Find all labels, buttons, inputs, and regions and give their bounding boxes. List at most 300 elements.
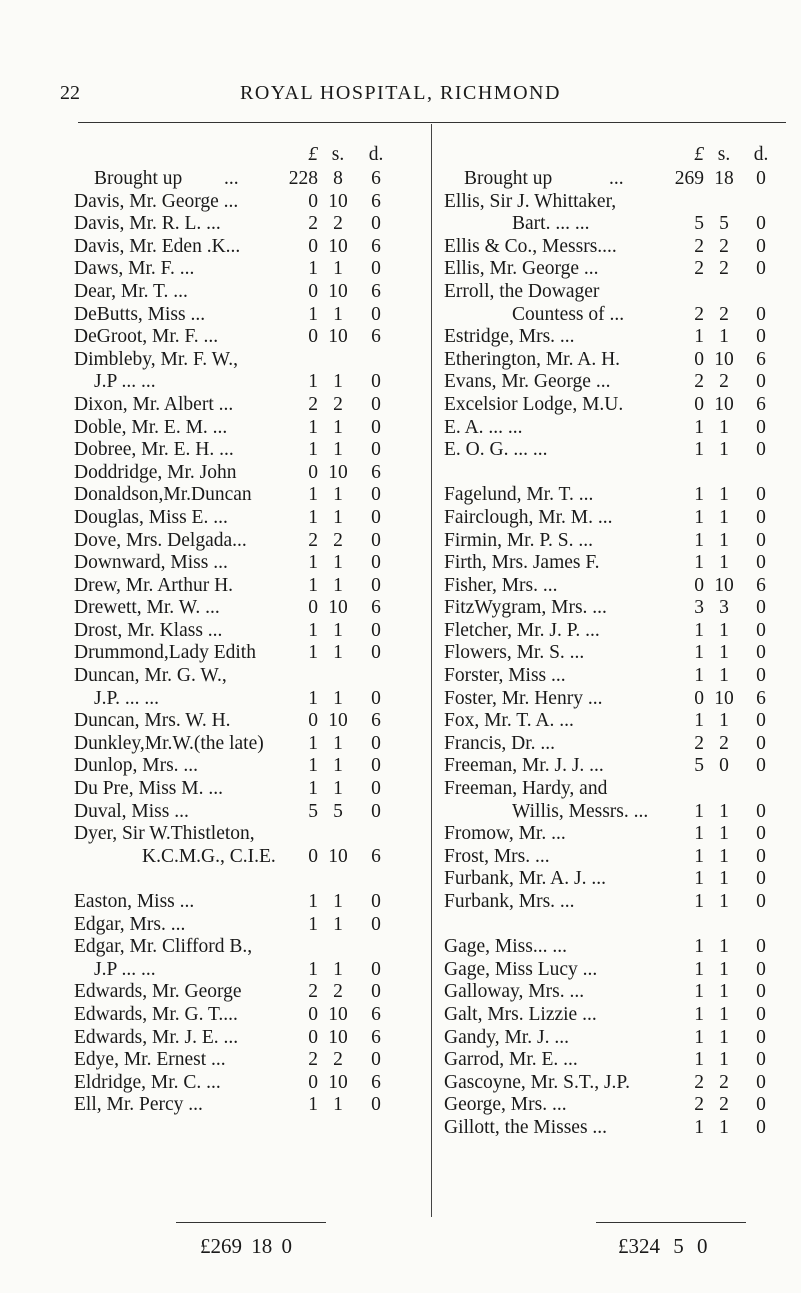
pounds-value: 1 xyxy=(308,484,318,506)
left-column xyxy=(74,144,422,1117)
shillings-value: 18 xyxy=(714,168,734,189)
subscriber-name: J.P. ... ... xyxy=(94,687,160,709)
ledger-row xyxy=(444,801,790,824)
ledger-row xyxy=(74,326,422,349)
shillings-value: 1 xyxy=(333,1094,343,1116)
subscriber-name: Drew, Mr. Arthur H. xyxy=(74,574,234,596)
pence-value: 0 xyxy=(756,416,766,438)
subscriber-name: Ellis & Co., Messrs.... xyxy=(444,235,617,257)
pence-value: 0 xyxy=(371,506,381,528)
pence-value: 0 xyxy=(756,868,766,890)
subscriber-name: Firmin, Mr. P. S. ... xyxy=(444,529,594,551)
subscriber-name: Doble, Mr. E. M. ... xyxy=(74,416,228,438)
leader-dots: ... xyxy=(224,168,239,189)
subscriber-name: Donaldson,Mr.Duncan xyxy=(74,484,252,506)
shillings-value: 10 xyxy=(328,597,348,619)
ledger-row xyxy=(74,891,422,914)
subscriber-name: Evans, Mr. George ... xyxy=(444,371,611,393)
ledger-row xyxy=(444,733,790,756)
pence-value: 0 xyxy=(756,258,766,280)
pounds-value: 0 xyxy=(308,845,318,867)
pence-value: 0 xyxy=(371,484,381,506)
pounds-value: 1 xyxy=(694,868,704,890)
shillings-header: s. xyxy=(331,144,345,165)
shillings-value: 10 xyxy=(328,461,348,483)
pounds-value: 0 xyxy=(308,190,318,212)
pence-value: 0 xyxy=(371,913,381,935)
pence-header: d. xyxy=(368,144,384,165)
right-total: £324 5 0 xyxy=(618,1234,708,1258)
shillings-value: 10 xyxy=(328,845,348,867)
pence-value: 0 xyxy=(756,484,766,506)
subscriber-name: Willis, Messrs. ... xyxy=(512,800,649,822)
shillings-value: 2 xyxy=(719,1094,729,1116)
shillings-value: 1 xyxy=(719,552,729,574)
pounds-value: 1 xyxy=(694,845,704,867)
left-column-header xyxy=(74,144,422,168)
pounds-value: 1 xyxy=(308,778,318,800)
ledger-row xyxy=(444,417,790,440)
subscriber-name: J.P ... ... xyxy=(94,371,156,393)
subscriber-name: Dunlop, Mrs. ... xyxy=(74,755,199,777)
ledger-row xyxy=(74,258,422,281)
pence-value: 0 xyxy=(371,574,381,596)
subscriber-name: Fisher, Mrs. ... xyxy=(444,574,558,596)
pounds-value: 0 xyxy=(308,710,318,732)
shillings-value: 2 xyxy=(719,258,729,280)
pence-value: 0 xyxy=(756,823,766,845)
pounds-value: 0 xyxy=(308,461,318,483)
leader-dots: ... xyxy=(609,168,624,189)
pence-value: 0 xyxy=(756,326,766,348)
ledger-row xyxy=(444,1094,790,1117)
ledger-row xyxy=(74,1094,422,1117)
shillings-value: 2 xyxy=(719,303,729,325)
pounds-value: 1 xyxy=(694,506,704,528)
ledger-row xyxy=(444,439,790,462)
ledger-row xyxy=(74,439,422,462)
pounds-value: 5 xyxy=(694,755,704,777)
shillings-header: s. xyxy=(717,144,731,165)
ledger-row xyxy=(74,846,422,869)
pence-value: 0 xyxy=(756,755,766,777)
pence-value: 0 xyxy=(756,213,766,235)
subscriber-name: Dixon, Mr. Albert ... xyxy=(74,393,234,415)
subscriber-name: Duval, Miss ... xyxy=(74,800,189,822)
shillings-value: 5 xyxy=(333,800,343,822)
pence-value: 6 xyxy=(371,1003,381,1025)
pounds-value: 5 xyxy=(308,800,318,822)
pence-value: 6 xyxy=(371,190,381,212)
pence-value: 0 xyxy=(371,732,381,754)
subscriber-name: Gillott, the Misses ... xyxy=(444,1116,608,1138)
pounds-value: 0 xyxy=(308,235,318,257)
subscriber-name: Bart. ... ... xyxy=(512,213,590,235)
subscriber-name: Dobree, Mr. E. H. ... xyxy=(74,439,234,461)
subscriber-name: Edwards, Mr. George xyxy=(74,981,242,1003)
shillings-value: 2 xyxy=(333,393,343,415)
pence-value: 0 xyxy=(756,597,766,619)
subscriber-name: Forster, Miss ... xyxy=(444,665,566,687)
left-entries xyxy=(74,168,422,1117)
shillings-value: 2 xyxy=(719,732,729,754)
ledger-row xyxy=(444,394,790,417)
ledger-row xyxy=(444,1004,790,1027)
pounds-value: 0 xyxy=(694,348,704,370)
ledger-row xyxy=(444,959,790,982)
subscriber-name: Fletcher, Mr. J. P. ... xyxy=(444,619,600,641)
left-total-rule xyxy=(176,1222,326,1223)
pounds-value: 228 xyxy=(288,168,318,189)
ledger-row xyxy=(444,213,790,236)
ledger-row xyxy=(74,1049,422,1072)
ledger-row xyxy=(444,191,790,214)
subscriber-name: Gage, Miss... ... xyxy=(444,936,567,958)
shillings-value: 1 xyxy=(719,529,729,551)
ledger-row xyxy=(444,846,790,869)
shillings-value: 1 xyxy=(333,303,343,325)
ledger-row xyxy=(444,371,790,394)
shillings-value: 10 xyxy=(328,1071,348,1093)
subscriber-name: Dove, Mrs. Delgada... xyxy=(74,529,247,551)
ledger-row xyxy=(74,394,422,417)
ledger-row xyxy=(444,597,790,620)
left-total: £269 18 0 xyxy=(200,1234,292,1258)
subscriber-name: Ell, Mr. Percy ... xyxy=(74,1094,203,1116)
pence-value: 0 xyxy=(756,168,766,189)
pence-value: 0 xyxy=(756,891,766,912)
section-gap xyxy=(74,868,422,891)
pence-header: d. xyxy=(753,144,769,165)
pence-value: 6 xyxy=(371,1026,381,1048)
subscriber-name: Garrod, Mr. E. ... xyxy=(444,1049,578,1071)
subscriber-name: Duncan, Mrs. W. H. xyxy=(74,710,231,732)
pence-value: 0 xyxy=(371,529,381,551)
pence-value: 0 xyxy=(756,1026,766,1048)
pounds-value: 2 xyxy=(694,1071,704,1093)
pence-value: 0 xyxy=(756,981,766,1003)
shillings-value: 1 xyxy=(719,439,729,461)
pounds-value: 1 xyxy=(694,823,704,845)
pounds-value: 1 xyxy=(694,1003,704,1025)
subscriber-name: Frost, Mrs. ... xyxy=(444,845,550,867)
ledger-row xyxy=(74,620,422,643)
ledger-row xyxy=(74,484,422,507)
pounds-value: 1 xyxy=(308,642,318,664)
pounds-value: 1 xyxy=(308,755,318,777)
subscriber-name: Du Pre, Miss M. ... xyxy=(74,778,223,800)
pounds-value: 1 xyxy=(308,913,318,935)
subscriber-name: Davis, Mr. R. L. ... xyxy=(74,213,221,235)
ledger-row xyxy=(444,484,790,507)
ledger-row xyxy=(74,1027,422,1050)
pounds-value: 0 xyxy=(308,326,318,348)
pounds-value: 1 xyxy=(694,552,704,574)
ledger-row xyxy=(444,530,790,553)
subscriber-name: Erroll, the Dowager xyxy=(444,280,600,302)
pounds-value: 0 xyxy=(308,1071,318,1093)
shillings-value: 1 xyxy=(333,552,343,574)
shillings-value: 10 xyxy=(328,1003,348,1025)
pounds-header: £ xyxy=(308,144,318,165)
shillings-value: 1 xyxy=(719,936,729,958)
subscriber-name: Dear, Mr. T. ... xyxy=(74,280,188,302)
ledger-row xyxy=(74,552,422,575)
subscriber-name: Fairclough, Mr. M. ... xyxy=(444,506,613,528)
subscriber-name: Edye, Mr. Ernest ... xyxy=(74,1049,226,1071)
shillings-value: 2 xyxy=(719,1071,729,1093)
pence-value: 0 xyxy=(371,371,381,393)
ledger-row xyxy=(74,1004,422,1027)
shillings-value: 10 xyxy=(328,280,348,302)
subscriber-name: Brought up xyxy=(464,168,553,189)
subscriber-name: Etherington, Mr. A. H. xyxy=(444,348,621,370)
subscriber-name: Gascoyne, Mr. S.T., J.P. xyxy=(444,1071,630,1093)
pounds-value: 0 xyxy=(694,574,704,596)
shillings-value: 1 xyxy=(719,1116,729,1138)
subscriber-name: Foster, Mr. Henry ... xyxy=(444,687,603,709)
pounds-value: 1 xyxy=(308,619,318,641)
subscriber-name: Drummond,Lady Edith xyxy=(74,642,256,664)
pence-value: 6 xyxy=(756,393,766,415)
ledger-row xyxy=(74,981,422,1004)
shillings-value: 2 xyxy=(719,371,729,393)
pounds-value: 2 xyxy=(308,393,318,415)
pence-value: 0 xyxy=(371,258,381,280)
ledger-row xyxy=(444,168,790,191)
pence-value: 6 xyxy=(371,597,381,619)
shillings-value: 1 xyxy=(719,416,729,438)
pounds-value: 1 xyxy=(694,665,704,687)
subscriber-name: Brought up xyxy=(94,168,183,189)
subscriber-name: Eldridge, Mr. C. ... xyxy=(74,1071,221,1093)
shillings-value: 10 xyxy=(328,326,348,348)
ledger-row xyxy=(444,304,790,327)
shillings-value: 1 xyxy=(333,913,343,935)
ledger-row xyxy=(444,778,790,801)
pounds-value: 1 xyxy=(694,529,704,551)
ledger-row xyxy=(74,823,422,846)
subscriber-name: DeGroot, Mr. F. ... xyxy=(74,326,219,348)
pounds-value: 2 xyxy=(308,213,318,235)
ledger-row xyxy=(74,191,422,214)
pence-value: 0 xyxy=(371,755,381,777)
shillings-value: 1 xyxy=(333,687,343,709)
pence-value: 0 xyxy=(756,1094,766,1116)
subscriber-name: Dimbleby, Mr. F. W., xyxy=(74,348,239,370)
subscriber-name: Flowers, Mr. S. ... xyxy=(444,642,585,664)
pounds-value: 1 xyxy=(308,416,318,438)
pence-value: 0 xyxy=(756,529,766,551)
pounds-value: 1 xyxy=(694,1116,704,1138)
pounds-value: 1 xyxy=(694,981,704,1003)
pence-value: 0 xyxy=(756,1071,766,1093)
pence-value: 0 xyxy=(371,1094,381,1116)
pounds-value: 0 xyxy=(308,597,318,619)
pounds-value: 1 xyxy=(694,484,704,506)
pounds-value: 1 xyxy=(308,371,318,393)
shillings-value: 1 xyxy=(719,1026,729,1048)
subscriber-name: Fagelund, Mr. T. ... xyxy=(444,484,594,506)
pence-value: 0 xyxy=(756,732,766,754)
shillings-value: 10 xyxy=(714,348,734,370)
pence-value: 6 xyxy=(756,687,766,709)
subscriber-name: FitzWygram, Mrs. ... xyxy=(444,597,607,619)
subscriber-name: Estridge, Mrs. ... xyxy=(444,326,575,348)
subscriber-name: Gandy, Mr. J. ... xyxy=(444,1026,569,1048)
subscriber-name: Galloway, Mrs. ... xyxy=(444,981,585,1003)
page-number: 22 xyxy=(60,82,80,104)
ledger-row xyxy=(74,642,422,665)
ledger-row xyxy=(444,326,790,349)
pounds-value: 0 xyxy=(694,687,704,709)
pence-value: 6 xyxy=(756,574,766,596)
shillings-value: 10 xyxy=(714,687,734,709)
pounds-value: 1 xyxy=(694,416,704,438)
subscriber-name: George, Mrs. ... xyxy=(444,1094,567,1116)
subscriber-name: Furbank, Mr. A. J. ... xyxy=(444,868,606,890)
ledger-row xyxy=(444,936,790,959)
subscriber-name: Drewett, Mr. W. ... xyxy=(74,597,220,619)
subscriber-name: Excelsior Lodge, M.U. xyxy=(444,393,624,415)
pounds-value: 1 xyxy=(694,642,704,664)
shillings-value: 10 xyxy=(714,393,734,415)
right-column xyxy=(444,144,790,1140)
pence-value: 6 xyxy=(756,348,766,370)
pounds-value: 1 xyxy=(308,687,318,709)
shillings-value: 1 xyxy=(719,800,729,822)
subscriber-name: Davis, Mr. Eden .K... xyxy=(74,235,241,257)
subscriber-name: Furbank, Mrs. ... xyxy=(444,891,575,912)
ledger-row xyxy=(444,349,790,372)
pounds-value: 1 xyxy=(308,303,318,325)
pounds-value: 1 xyxy=(308,732,318,754)
shillings-value: 1 xyxy=(719,981,729,1003)
shillings-value: 1 xyxy=(719,958,729,980)
ledger-row xyxy=(444,507,790,530)
ledger-row xyxy=(74,801,422,824)
shillings-value: 1 xyxy=(719,506,729,528)
pence-value: 0 xyxy=(371,778,381,800)
subscriber-name: Douglas, Miss E. ... xyxy=(74,506,228,528)
ledger-row xyxy=(74,462,422,485)
subscriber-name: Edgar, Mr. Clifford B., xyxy=(74,936,253,958)
subscriber-name: E. O. G. ... ... xyxy=(444,439,548,461)
subscriber-name: Daws, Mr. F. ... xyxy=(74,258,195,280)
pounds-value: 2 xyxy=(694,258,704,280)
shillings-value: 2 xyxy=(719,235,729,257)
shillings-value: 2 xyxy=(333,1049,343,1071)
pence-value: 0 xyxy=(756,845,766,867)
pence-value: 0 xyxy=(371,303,381,325)
pounds-value: 1 xyxy=(308,439,318,461)
pence-value: 0 xyxy=(756,619,766,641)
pence-value: 0 xyxy=(756,710,766,732)
pence-value: 0 xyxy=(756,1116,766,1138)
subscriber-name: Edwards, Mr. J. E. ... xyxy=(74,1026,239,1048)
shillings-value: 2 xyxy=(333,529,343,551)
ledger-row xyxy=(74,168,422,191)
subscriber-name: Freeman, Hardy, and xyxy=(444,778,608,800)
pence-value: 6 xyxy=(371,168,381,189)
pence-value: 0 xyxy=(371,891,381,912)
pounds-value: 1 xyxy=(308,506,318,528)
pounds-value: 1 xyxy=(694,936,704,958)
pence-value: 6 xyxy=(371,1071,381,1093)
subscriber-name: Doddridge, Mr. John xyxy=(74,461,237,483)
ledger-row xyxy=(444,552,790,575)
pence-value: 0 xyxy=(756,958,766,980)
subscriber-name: Duncan, Mr. G. W., xyxy=(74,665,227,687)
pounds-value: 1 xyxy=(308,891,318,912)
ledger-row xyxy=(444,1117,790,1140)
right-column-header xyxy=(444,144,790,168)
pounds-value: 2 xyxy=(694,303,704,325)
pence-value: 0 xyxy=(756,303,766,325)
shillings-value: 1 xyxy=(719,1003,729,1025)
pounds-value: 2 xyxy=(694,732,704,754)
pence-value: 0 xyxy=(371,687,381,709)
pounds-value: 0 xyxy=(308,280,318,302)
subscriber-name: Dunkley,Mr.W.(the late) xyxy=(74,732,264,754)
pounds-value: 2 xyxy=(694,235,704,257)
pounds-value: 2 xyxy=(308,1049,318,1071)
pounds-value: 1 xyxy=(694,800,704,822)
shillings-value: 0 xyxy=(719,755,729,777)
pence-value: 0 xyxy=(756,936,766,958)
ledger-row xyxy=(74,349,422,372)
shillings-value: 2 xyxy=(333,981,343,1003)
pence-value: 0 xyxy=(756,1003,766,1025)
pounds-value: 1 xyxy=(308,552,318,574)
pounds-value: 1 xyxy=(694,1049,704,1071)
shillings-value: 8 xyxy=(333,168,343,189)
shillings-value: 1 xyxy=(719,845,729,867)
ledger-row xyxy=(444,891,790,914)
subscriber-name: Gage, Miss Lucy ... xyxy=(444,958,598,980)
ledger-row xyxy=(444,236,790,259)
subscriber-name: Countess of ... xyxy=(512,303,625,325)
shillings-value: 1 xyxy=(719,1049,729,1071)
shillings-value: 1 xyxy=(333,778,343,800)
ledger-row xyxy=(444,281,790,304)
ledger-row xyxy=(444,1072,790,1095)
pence-value: 6 xyxy=(371,326,381,348)
subscriber-name: Ellis, Sir J. Whittaker, xyxy=(444,190,617,212)
ledger-row xyxy=(74,597,422,620)
shillings-value: 1 xyxy=(333,732,343,754)
shillings-value: 1 xyxy=(333,619,343,641)
pence-value: 0 xyxy=(371,958,381,980)
running-head: ROYAL HOSPITAL, RICHMOND xyxy=(240,82,561,104)
ledger-row xyxy=(444,665,790,688)
shillings-value: 10 xyxy=(328,190,348,212)
pounds-value: 2 xyxy=(694,371,704,393)
pence-value: 0 xyxy=(756,665,766,687)
shillings-value: 1 xyxy=(719,710,729,732)
pence-value: 0 xyxy=(371,416,381,438)
pounds-value: 2 xyxy=(694,1094,704,1116)
pounds-value: 1 xyxy=(694,891,704,912)
top-rule xyxy=(78,122,786,123)
ledger-row xyxy=(74,371,422,394)
pounds-value: 1 xyxy=(308,574,318,596)
ledger-row xyxy=(74,959,422,982)
ledger-row xyxy=(74,236,422,259)
shillings-value: 1 xyxy=(333,755,343,777)
ledger-row xyxy=(444,642,790,665)
pounds-value: 0 xyxy=(694,393,704,415)
